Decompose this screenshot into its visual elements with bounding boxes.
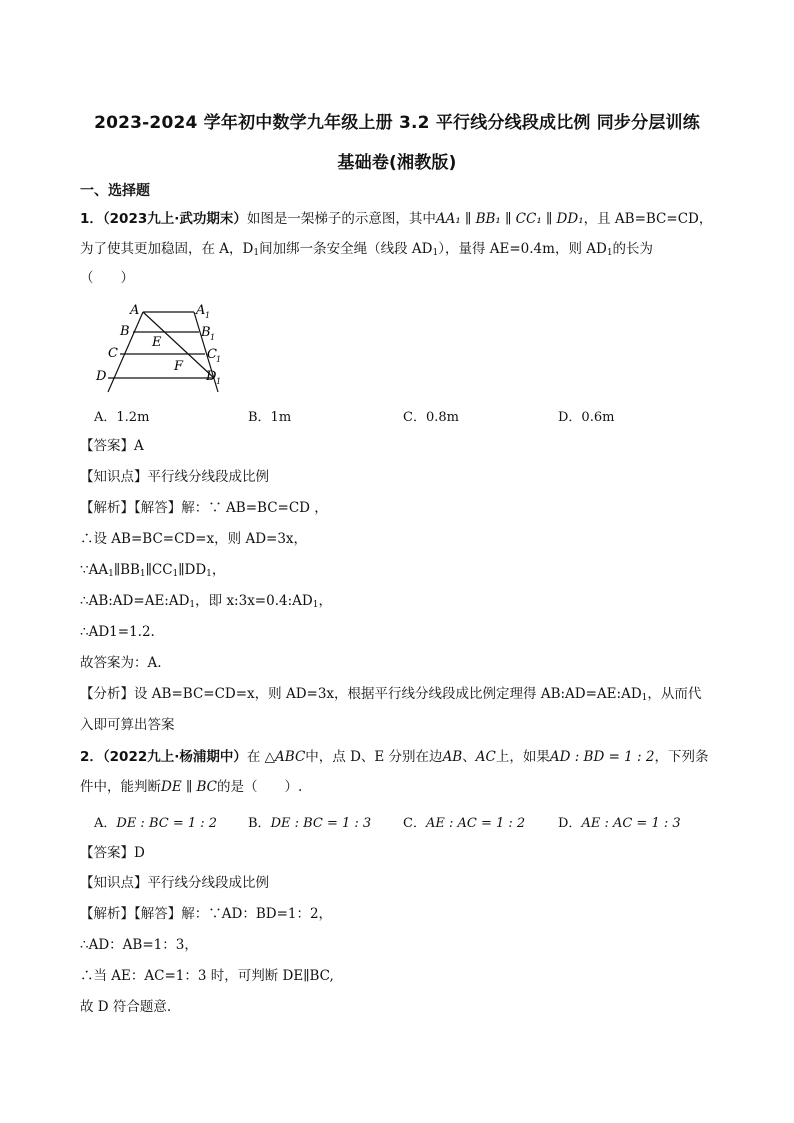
q1-a4b: ，即 x:3x=0.4:AD — [195, 593, 313, 609]
q1-fenxi-1a: 【分析】设 AB=BC=CD=x，则 AD=3x，根据平行线分线段成比例定理得 AB:AD=AE:AD — [80, 686, 642, 702]
q1-sub: 1 — [253, 248, 260, 258]
q1-sub: 1 — [206, 569, 212, 579]
q1-a3e: ， — [211, 562, 226, 578]
q2-opt-b-label: B． — [248, 816, 271, 831]
q2-stem-c: 、 — [462, 749, 476, 765]
label-C: C — [108, 346, 118, 361]
label-B1-sub: 1 — [210, 333, 216, 342]
q1-fenxi-1 — [80, 684, 701, 708]
q2-line2b: 的是（ ）. — [217, 779, 303, 795]
doc-title-line1: 2023-2024 学年初中数学九年级上册 3.2 平行线分线段成比例 同步分层训练 — [94, 113, 700, 133]
label-D1-sub: 1 — [216, 377, 222, 386]
doc-title-line2: 基础卷(湘教版) — [337, 153, 457, 173]
q1-a4c: ， — [318, 593, 332, 609]
q2-opt-c-expr: AE : AC = 1 : 2 — [425, 816, 526, 831]
q2-stem-line1 — [80, 747, 708, 767]
q2-stem-b: 中，点 D、E 分别在边 — [305, 749, 443, 765]
label-A1-sub: 1 — [205, 311, 211, 320]
q2-stem-e: ，下列条 — [654, 749, 709, 765]
q2-opt-d-expr: AE : AC = 1 : 3 — [581, 816, 681, 831]
q1-stem-line1 — [80, 209, 712, 229]
q1-fenxi-2: 入即可算出答案 — [80, 717, 175, 733]
section-heading: 一、选择题 — [80, 183, 150, 199]
q1-analysis-6: 故答案为：A. — [80, 655, 162, 671]
label-C1-sub: 1 — [216, 355, 222, 364]
q1-stem-a: 如图是一架梯子的示意图，其中 — [246, 211, 436, 227]
q1-analysis-5: ∴AD1=1.2. — [80, 624, 155, 640]
label-C1: C — [207, 347, 217, 362]
q1-stem-line2 — [80, 239, 653, 263]
q2-option-b — [248, 812, 371, 831]
q2-knowledge: 【知识点】平行线分线段成比例 — [80, 875, 269, 891]
q1-option-a: A．1.2m — [94, 410, 150, 425]
q1-a3c: ∥CC — [145, 562, 173, 578]
q1-parallel-expr: AA₁ ∥ BB₁ ∥ CC₁ ∥ DD₁ — [435, 211, 584, 227]
q2-ac: AC — [475, 749, 496, 765]
q1-option-c: C．0.8m — [403, 410, 459, 425]
q1-source: （2023九上·武功期末） — [102, 211, 247, 227]
label-B: B — [120, 324, 130, 339]
q1-a4a: ∴AB:AD=AE:AD — [80, 593, 190, 609]
q2-opt-a-label: A． — [94, 816, 117, 831]
q1-sub: 1 — [189, 600, 196, 610]
q1-sub: 1 — [606, 248, 613, 258]
q1-sub: 1 — [139, 569, 146, 579]
q2-analysis-1: 【解析】【解答】解：∵AD：BD=1：2， — [80, 906, 333, 922]
label-E: E — [152, 335, 162, 350]
q1-analysis-1: 【解析】【解答】解：∵ AB=BC=CD ， — [80, 500, 328, 516]
q1-a3a: ∵AA — [80, 562, 109, 578]
label-F: F — [174, 359, 184, 374]
q2-abc: ABC — [275, 749, 306, 765]
q2-stem-d: 上，如果 — [495, 749, 550, 765]
q1-sub: 1 — [312, 600, 319, 610]
q1-stem-line2-d: 的长为 — [612, 241, 654, 257]
q2-opt-a-expr: DE : BC = 1 : 2 — [116, 816, 218, 831]
q2-ab: AB — [442, 749, 463, 765]
q1-analysis-4 — [80, 591, 332, 615]
q1-option-d: D．0.6m — [558, 410, 615, 425]
q1-stem-line2-a: 为了使其更加稳固，在 A，D — [80, 241, 254, 257]
q2-opt-b-expr: DE : BC = 1 : 3 — [270, 816, 372, 831]
q1-stem-line2-b: 间加绑一条安全绳（线段 AD — [259, 241, 433, 257]
q1-stem-line3: （ ） — [80, 270, 134, 286]
label-B1: B — [201, 325, 211, 340]
q2-ratio: AD : BD = 1 : 2 — [549, 749, 655, 765]
q2-option-a — [94, 812, 217, 831]
q1-knowledge: 【知识点】平行线分线段成比例 — [80, 469, 269, 485]
q2-analysis-4: 故 D 符合题意. — [80, 999, 172, 1015]
q1-option-b: B．1m — [248, 410, 292, 425]
q2-number: 2． — [80, 749, 103, 765]
q1-a3d: ∥DD — [178, 562, 207, 578]
q1-a3b: ∥BB — [113, 562, 140, 578]
label-D1: D — [206, 369, 217, 384]
q1-stem-line2-c: ），量得 AE=0.4m，则 AD — [438, 241, 607, 257]
q1-sub: 1 — [432, 248, 439, 258]
label-A1: A — [196, 303, 206, 318]
q2-option-c — [403, 812, 525, 831]
q1-sub: 1 — [108, 569, 114, 579]
q1-analysis-2: ∴设 AB=BC=CD=x，则 AD=3x， — [80, 531, 308, 547]
q1-answer: 【答案】A — [80, 438, 144, 454]
q2-option-d — [558, 812, 681, 831]
q2-source: （2022九上·杨浦期中） — [102, 749, 247, 765]
q2-line2a: 件中，能判断 — [80, 779, 161, 795]
q2-opt-c-label: C． — [403, 816, 426, 831]
q1-analysis-3 — [80, 560, 225, 584]
q1-sub: 1 — [172, 569, 179, 579]
label-A: A — [130, 303, 140, 318]
q2-debc: DE ∥ BC — [161, 779, 217, 795]
q2-stem-line2 — [80, 777, 302, 797]
q2-stem-a: 在 △ — [246, 749, 276, 765]
q1-fenxi-1b: ，从而代 — [647, 686, 702, 702]
q2-analysis-3: ∴当 AE：AC=1：3 时，可判断 DE∥BC, — [80, 968, 334, 984]
q2-answer: 【答案】D — [80, 845, 145, 861]
q1-number: 1． — [80, 211, 103, 227]
q2-analysis-2: ∴AD：AB=1：3， — [80, 937, 198, 953]
label-D: D — [96, 369, 107, 384]
ladder-figure — [90, 300, 240, 400]
q2-opt-d-label: D． — [558, 816, 582, 831]
q1-sub: 1 — [641, 693, 648, 703]
q1-stem-b: ，且 AB=BC=CD， — [583, 211, 713, 227]
